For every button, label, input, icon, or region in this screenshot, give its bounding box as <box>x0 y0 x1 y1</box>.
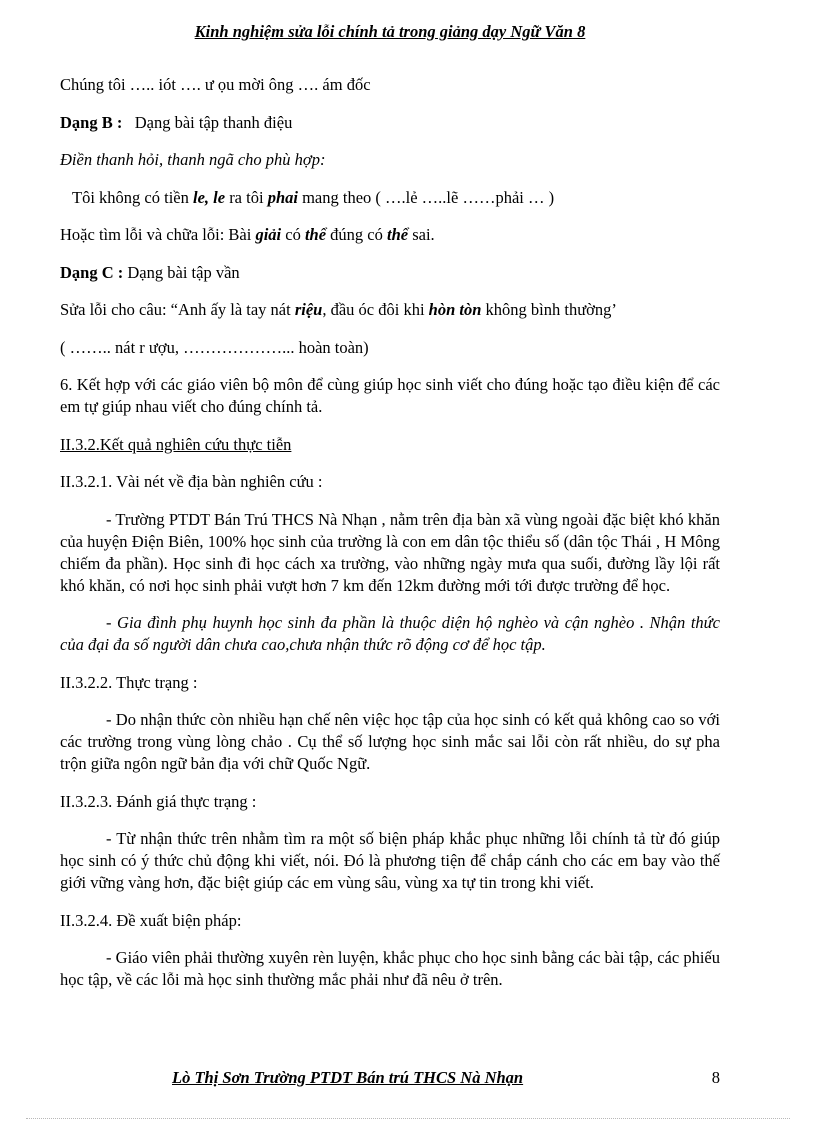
form-c-text: Dạng bài tập vần <box>123 262 240 282</box>
paragraph-tone-example <box>60 187 720 209</box>
paragraph-proposal: - Giáo viên phải thường xuyên rèn luyện, khắc phục cho học sinh bằng các bài tập, các phiếu học tập, về các lỗi mà học sinh thường mắc phải như đã nêu ở trên. <box>60 948 720 989</box>
subsection-heading-status: II.3.2.2. Thực trạng : <box>60 672 198 692</box>
paragraph-assessment: - Từ nhận thức trên nhằm tìm ra một số biện pháp khắc phục những lỗi chính tả từ đó giúp học sinh có ý thức chủ động khi viết, nói. Đó là phương tiện để chắp cánh cho các em bay vào thế giới vững vàng hơn, đặc biệt giúp các em vùng sâu, vùng xa tự tin trong khi viết. <box>60 829 720 892</box>
paragraph-family-situation: - Gia đình phụ huynh học sinh đa phần là thuộc diện hộ nghèo và cận nghèo . Nhận thức của đại đa số người dân chưa cao,chưa nhận thức rõ động cơ để học tập. <box>60 613 720 654</box>
paragraph-rhyme-answer: ( …….. nát r ượu, ………………... hoàn toàn) <box>60 337 369 357</box>
text-run: Hoặc tìm lỗi và chữa lỗi: Bài <box>60 225 256 244</box>
error-word: giải <box>255 225 282 244</box>
form-b-label: Dạng B : <box>60 112 123 132</box>
text-run: Tôi không có tiền <box>72 187 193 207</box>
error-word: phai <box>267 187 298 207</box>
page-bottom-divider <box>26 1118 790 1119</box>
paragraph-item-6: 6. Kết hợp với các giáo viên bộ môn để cùng giúp học sinh viết cho đúng hoặc tạo điều kiện để các em tự giúp nhau viết cho đúng chính tả. <box>60 375 720 416</box>
error-word: riệu <box>294 300 323 319</box>
document-body <box>60 74 720 1007</box>
subsection-heading-proposal: II.3.2.4. Đề xuất biện pháp: <box>60 910 242 930</box>
error-word: le, le <box>192 187 226 207</box>
paragraph-status: - Do nhận thức còn nhiều hạn chế nên việc học tập của học sinh có kết quả không cao so với các trường trong vùng lòng chảo . Cụ thể số lượng học sinh mắc sai lỗi còn rất nhiều, do sự pha trộn giữa ngôn ngữ bản địa với chữ Quốc Ngữ. <box>60 710 720 773</box>
text-run: có <box>281 225 305 244</box>
form-c-label: Dạng C : <box>60 262 124 282</box>
text-run: mang theo ( ….lẻ …..lẽ ……phải … ) <box>297 187 555 207</box>
paragraph-form-b <box>60 112 720 134</box>
text-run: sai. <box>408 225 435 244</box>
text-run: , đầu óc đôi khi <box>322 300 429 319</box>
text-run: Sửa lỗi cho câu: “Anh ấy là tay nát <box>60 300 295 319</box>
paragraph-form-c <box>60 262 720 284</box>
text-run: đúng có <box>326 225 387 244</box>
page-header: Kinh nghiệm sửa lỗi chính tả trong giảng dạy Ngữ Văn 8 <box>194 22 586 41</box>
subsection-heading-area: II.3.2.1. Vài nét về địa bàn nghiên cứu : <box>60 472 323 491</box>
footer-author: Lò Thị Sơn Trường PTDT Bán trú THCS Nà Nhạn <box>172 1068 524 1087</box>
paragraph-rhyme-example <box>60 299 720 321</box>
paragraph-school-description: - Trường PTDT Bán Trú THCS Nà Nhạn , nằm trên địa bàn xã vùng ngoài đặc biệt khó khăn của huyện Điện Biên, 100% học sinh của trường là con em dân tộc thiểu số (dân tộc Thái , H Mông chiếm đa phần). Học sinh đi học cách xa trường, vào những ngày mưa qua suối, đường lầy lội rất khó khăn, có nơi học sinh phải vượt hơn 7 km đến 12km đường mới tới được trường để học. <box>60 509 720 595</box>
text-run: ra tôi <box>225 187 268 207</box>
page-number: 8 <box>711 1068 720 1087</box>
form-b-text: Dạng bài tập thanh điệu <box>134 112 293 132</box>
paragraph-find-errors <box>60 224 720 246</box>
error-word: hòn tòn <box>428 300 482 319</box>
error-word: thể <box>387 225 409 244</box>
paragraph-exercise-example: Chúng tôi ….. iót …. ư ọu mời ông …. ám đốc <box>60 75 371 94</box>
section-heading-results: II.3.2.Kết quả nghiên cứu thực tiễn <box>60 434 292 454</box>
paragraph-tone-instruction: Điền thanh hỏi, thanh ngã cho phù hợp: <box>60 150 326 169</box>
subsection-heading-assessment: II.3.2.3. Đánh giá thực trạng : <box>60 791 257 811</box>
error-word: thể <box>304 225 327 244</box>
text-run: không bình thường’ <box>481 300 617 319</box>
